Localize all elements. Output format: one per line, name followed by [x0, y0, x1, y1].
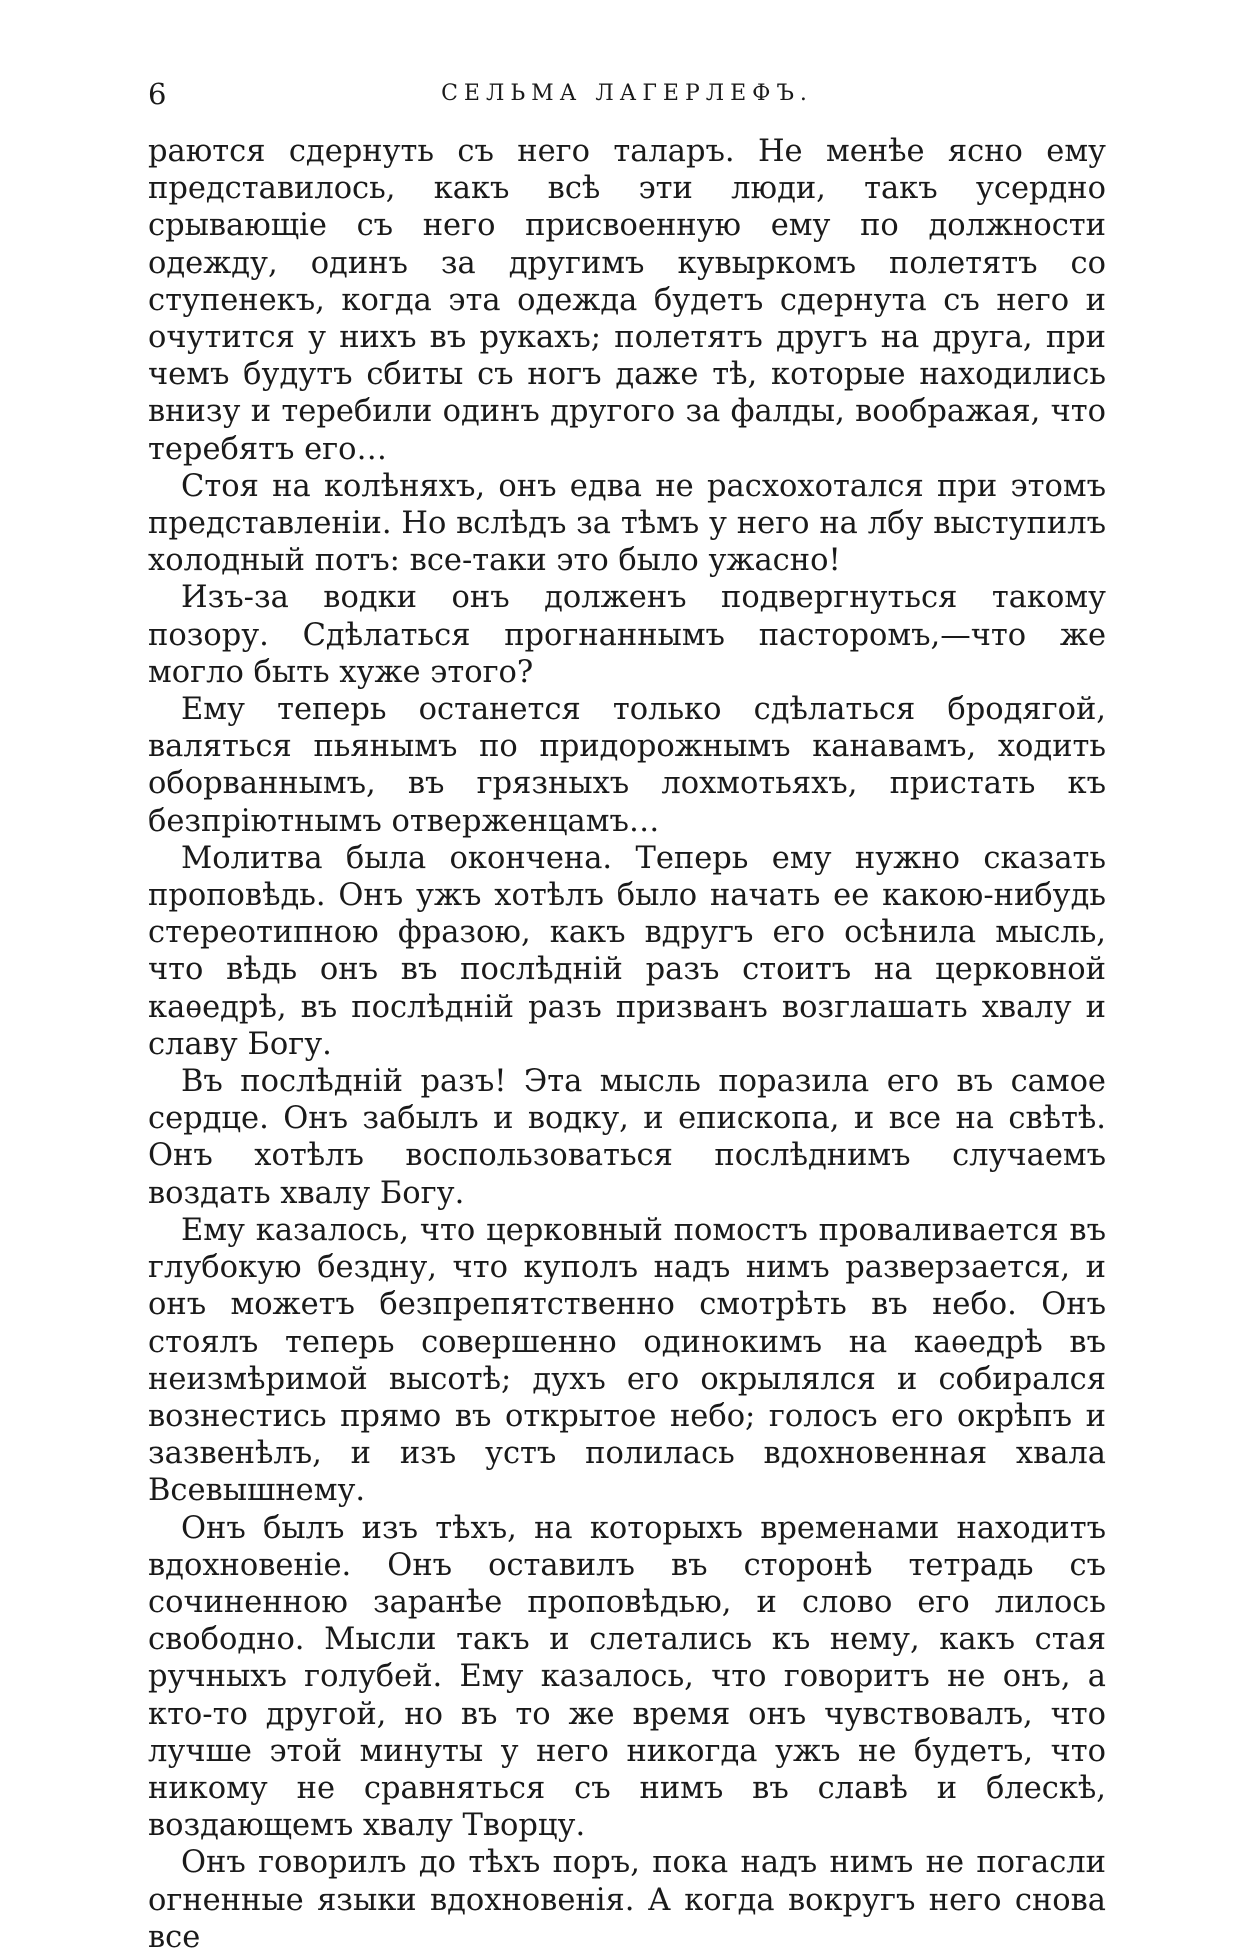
paragraph-9: Онъ говорилъ до тѣхъ поръ, пока надъ нимъ не погасли огненные языки вдохновенія. А когда вокругъ него снова все: [148, 1845, 1106, 1955]
paragraph-1: раются сдернуть съ него таларъ. Не менѣе ясно ему представилось, какъ всѣ эти люди, такъ усердно срывающіе съ него присвоенную ему по должности одежду, одинъ за другимъ кувыркомъ полетятъ со ступенекъ, когда эта одежда будетъ сдернута съ него и очутится у нихъ въ рукахъ; полетятъ другъ на друга, при чемъ будутъ сбиты съ ногъ даже тѣ, которые находились внизу и теребили одинъ другого за фалды, воображая, что теребятъ его…: [148, 134, 1106, 467]
running-head: [148, 74, 1106, 114]
paragraph-3: Изъ-за водки онъ долженъ подвергнуться такому позору. Сдѣлаться прогнаннымъ пасторомъ,—что же могло быть хуже этого?: [148, 580, 1106, 690]
body-text: [148, 133, 1106, 1956]
paragraph-8: Онъ былъ изъ тѣхъ, на которыхъ временами находитъ вдохновеніе. Онъ оставилъ въ сторонѣ тетрадь съ сочиненною заранѣе проповѣдью, и слово его лилось свободно. Мысли такъ и слетались къ нему, какъ стая ручныхъ голубей. Ему казалось, что говоритъ не онъ, а кто-то другой, но въ то же время онъ чувствовалъ, что лучше этой минуты у него никогда ужъ не будетъ, что никому не сравняться съ нимъ въ славѣ и блескѣ, воздающемъ хвалу Творцу.: [148, 1510, 1106, 1844]
paragraph-2: Стоя на колѣняхъ, онъ едва не расхохотался при этомъ представленіи. Но вслѣдъ за тѣмъ у него на лбу выступилъ холодный потъ: все-таки это было ужасно!: [148, 468, 1106, 579]
paragraph-5: Молитва была окончена. Теперь ему нужно сказать проповѣдь. Онъ ужъ хотѣлъ было начать ее какою-нибудь стереотипною фразою, какъ вдругъ его осѣнила мысль, что вѣдь онъ въ послѣдній разъ стоитъ на церковной каѳедрѣ, въ послѣдній разъ призванъ возглашать хвалу и славу Богу.: [148, 840, 1106, 1062]
running-title: СЕЛЬМА ЛАГЕРЛЕФЪ.: [441, 81, 813, 106]
paragraph-6: Въ послѣдній разъ! Эта мысль поразила его въ самое сердце. Онъ забылъ и водку, и епископа, и все на свѣтѣ. Онъ хотѣлъ воспользоваться послѣднимъ случаемъ воздать хвалу Богу.: [148, 1064, 1106, 1211]
page-number: 6: [148, 77, 167, 111]
paragraph-7: Ему казалось, что церковный помостъ проваливается въ глубокую бездну, что куполъ надъ нимъ разверзается, и онъ можетъ безпрепятственно смотрѣть въ небо. Онъ стоялъ теперь совершенно одинокимъ на каѳедрѣ въ неизмѣримой высотѣ; духъ его окрылялся и собирался вознестись прямо въ открытое небо; голосъ его окрѣпъ и зазвенѣлъ, и изъ устъ полилась вдохновенная хвала Всевышнему.: [148, 1212, 1106, 1509]
paragraph-4: Ему теперь останется только сдѣлаться бродягой, валяться пьянымъ по придорожнымъ канавамъ, ходить оборваннымъ, въ грязныхъ лохмотьяхъ, пристать къ безпріютнымъ отверженцамъ…: [148, 692, 1106, 839]
